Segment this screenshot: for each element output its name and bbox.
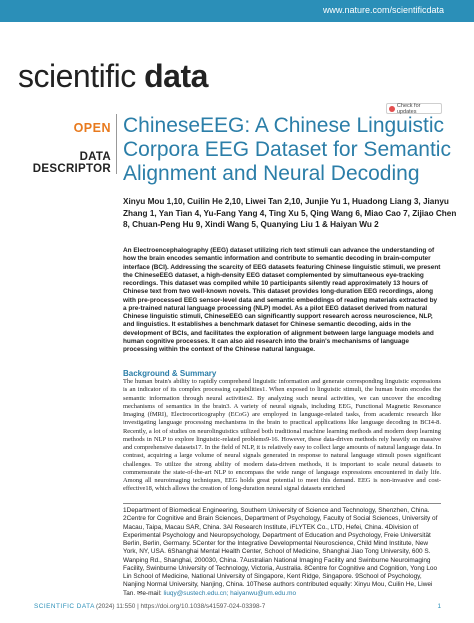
journal-url[interactable]: www.nature.com/scientificdata [322, 5, 444, 15]
check-updates-label: Check for updates [396, 102, 421, 115]
journal-name-light: scientific [18, 58, 145, 94]
background-text: The human brain's ability to rapidly comprehend linguistic information and generate corresponding linguistic expressions is an indicator of its complex processing capabilities1. When exposed to linguistic stimuli, the human brain encodes the semantic information through neural activities2. By analyzing such neural activities, we can uncover the encoding mechanisms of semantics in the brain3. A variety of neural signals, including EEG, Functional Magnetic Resonance Imaging (fMRI), Electrocorticography (ECoG) are employed in language-related tasks, from academic research like investigating language processing mechanisms in the brain to practical applications like language decoding in BCI4-8. Recently, a lot of studies on neurolinguistics utilized both traditional machine learning methods and modern deep learning methods in NLP to explore linguistic-related problems9-16. However, these data-driven methods rely heavily on massive and comprehensive datasets17. In the field of NLP, it is relatively easy to collect large amounts of natural language data. In contrast, acquiring a large volume of neural signals generated in response to natural language stimuli poses significant challenges. To utilize the strong ability of modern data-driven methods, it is important to scale neural datasets to commensurate the state-of-the-art NLP to encompass the wide range of language expressions encountered in daily life. Among all neuroimaging techniques, EEG holds great potential to meet this demand. EEG is non-invasive and cost-effective18, which allows the creation of long-duration neural signal datasets enriched [123, 378, 441, 493]
open-access-label: OPEN [73, 121, 111, 135]
top-bar [0, 0, 474, 22]
footer-journal: SCIENTIFIC DATA [34, 603, 95, 610]
footer-citation[interactable]: (2024) 11:550 | https://doi.org/10.1038/s41597-024-03398-7 [96, 603, 266, 610]
article-type-label: DATA DESCRIPTOR [32, 151, 111, 175]
journal-name-bold: data [144, 58, 208, 94]
page-number: 1 [437, 603, 441, 610]
affiliations-text: 1Department of Biomedical Engineering, Southern University of Science and Technology, Shenzhen, China. 2Centre for Cognitive and Brain Sciences, Department of Psychology, Faculty of Social Sciences, University of Macau, Taipa, Macau SAR, China. 3AI Research Institute, iFLYTEK Co., LTD, Hefei, China. 4Division of Experimental Psychology and Neuropsychology, Department of Education and Psychology, Freie Universität Berlin, Berlin, Germany. 5Center for the Integrative Developmental Neuroscience, Child Mind Institute, New York, NY, USA. 6Shanghai Mental Health Center, School of Medicine, Shanghai Jiao Tong University, 600 S. Wanping Rd., Shanghai, 200030, China. 7Australian National Imaging Facility and Swinburne Neuroimaging Facility, Swinburne University of Technology, Victoria, Australia. 8Centre for Cognitive and Cognition, Yong Loo Lin School of Medicine, National University of Singapore, Kent Ridge, Singapore. 9School of Psychology, Nanjing Normal University, Nanjing, China. 10These authors contributed equally: Xinyu Mou, Cuilin He, Liwei Tan. ✉e-mail: [123, 507, 438, 597]
divider [116, 114, 117, 174]
email-links[interactable]: liuqy@sustech.edu.cn; haiyanwu@um.edu.mo [163, 589, 297, 597]
footnote-rule [123, 503, 441, 504]
article-title: ChineseEEG: A Chinese Linguistic Corpora EEG Dataset for Semantic Alignment and Neural Decoding [123, 114, 451, 185]
page-footer [0, 600, 474, 616]
abstract: An Electroencephalography (EEG) dataset utilizing rich text stimuli can advance the understanding of how the brain encodes semantic information and contribute to semantic decoding in brain-computer interface (BCI). Addressing the scarcity of EEG datasets featuring Chinese linguistic stimuli, we present the ChineseEEG dataset, a high-density EEG dataset complemented by simultaneous eye-tracking recordings. This dataset was compiled while 10 participants silently read approximately 13 hours of Chinese text from two well-known novels. This dataset provides long-duration EEG recordings, along with pre-processed EEG sensor-level data and semantic embeddings of reading materials extracted by a pre-trained natural language processing (NLP) model. As a pilot EEG dataset derived from natural Chinese linguistic stimuli, ChineseEEG can significantly support research across neuroscience, NLP, and linguistics. It establishes a benchmark dataset for Chinese semantic decoding, aids in the development of BCIs, and facilitates the exploration of alignment between large language models and human cognitive processes. It can also aid research into the brain's mechanisms of language processing within the context of the Chinese natural language. [123, 247, 441, 353]
check-for-updates-button[interactable] [386, 103, 442, 114]
section-heading: Background & Summary [123, 369, 217, 378]
journal-logo [18, 58, 208, 95]
affiliations [123, 507, 441, 598]
check-updates-icon [389, 106, 395, 112]
author-list: Xinyu Mou 1,10, Cuilin He 2,10, Liwei Tan 2,10, Junjie Yu 1, Huadong Liang 3, Jianyu Zhang 1, Yan Tian 4, Yu-Fang Yang 4, Ting Xu 5, Qing Wang 6, Miao Cao 7, Zijiao Chen 8, Chuan-Peng Hu 9, Xindi Wang 5, Quanying Liu 1 & Haiyan Wu 2 [123, 197, 457, 229]
